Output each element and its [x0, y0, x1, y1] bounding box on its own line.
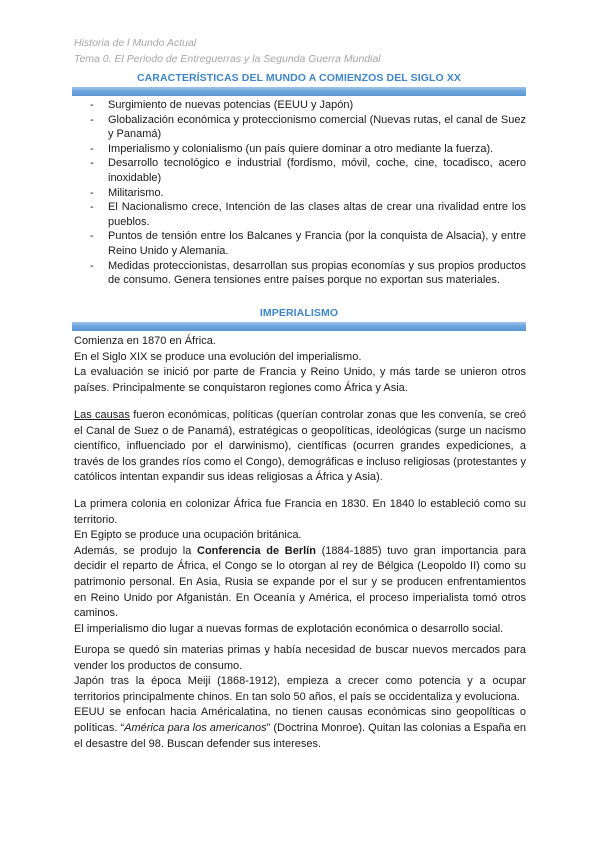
list-item: - Imperialismo y colonialismo (un país quiere dominar a otro mediante la fuerza). — [90, 142, 494, 155]
dash-bullet: - — [90, 142, 94, 155]
dash-bullet: - — [90, 113, 94, 126]
bold-term: Conferencia de Berlín — [197, 544, 316, 557]
dash-bullet: - — [90, 230, 94, 243]
section-title-imperialismo: IMPERIALISMO — [259, 307, 339, 319]
paragraph: Japón tras la época Meiji (1868-1912), empieza a crecer como potencia y a ocupar territorios principalmente chinos. En tan solo 50 años, el país se occidentaliza y evoluciona. — [74, 675, 526, 703]
paragraph: Además, se produjo la Conferencia de Berlín (1884-1885) tuvo gran importancia para decidir el reparto de África, el Congo se lo otorgan al rey de Bélgica (Leopoldo II) como su patrimonio personal. En Asia, Rusia se expande por el sur y se producen enfrentamientos en Reino Unido por Afganistán. En Oceanía y América, el proceso imperialista tomó otros caminos. — [74, 544, 526, 620]
paragraph: Las causas fueron económicas, políticas (querían controlar zonas que les convenía, se creó el Canal de Suez o de Panamá), estratégicas o geopolíticas, ideológicas (surge un nacismo científico, influenciado por el darwinismo), científicas (ocurren grandes expediciones, a través de los grandes ríos como el Congo), demográficas e incluso religiosas (protestantes y católicos intentan expandir sus ideas religiosas a África y Asia). — [74, 409, 526, 484]
paragraph: Comienza en 1870 en África. — [74, 335, 216, 347]
dash-bullet: - — [90, 201, 94, 214]
dash-bullet: - — [90, 259, 94, 272]
causes-paragraph — [74, 408, 526, 486]
paragraph: Europa se quedó sin materias primas y había necesidad de buscar nuevos mercados para vender los productos de consumo. — [74, 644, 526, 672]
dash-bullet: - — [90, 186, 94, 199]
colonies-block — [74, 497, 526, 637]
list-item: - Desarrollo tecnológico e industrial (fordismo, móvil, coche, cine, tocadisco, acero inoxidable) — [90, 157, 526, 184]
list-item: - El Nacionalismo crece, Intención de las clases altas de crear una rivalidad entre los pueblos. — [90, 201, 526, 228]
paragraph: EEUU se enfocan hacia Américalatina, no tienen causas económicas sino geopolíticas o políticas. “América para los americanos” (Doctrina Monroe). Quitan las colonias a España en el desastre del 98. Buscan defender sus intereses. — [74, 706, 527, 750]
imperialism-intro — [74, 334, 526, 396]
paragraph: El imperialismo dio lugar a nuevas formas de explotación económica o desarrollo social. — [74, 622, 504, 635]
paragraph: La evaluación se inició por parte de Francia y Reino Unido, y más tarde se unieron otros países. Principalmente se conquistaron regiones como África y Asia. — [74, 366, 526, 394]
characteristics-list — [90, 98, 526, 288]
italic-quote: América para los americanos — [124, 721, 267, 734]
list-item: - Surgimiento de nuevas potencias (EEUU y Japón) — [90, 99, 354, 111]
dash-bullet: - — [90, 99, 94, 111]
section-title-caracteristicas: CARACTERÍSTICAS DEL MUNDO A COMIENZOS DEL SIGLO XX — [136, 72, 462, 84]
paragraph: En Egipto se produce una ocupación británica. — [74, 529, 302, 542]
list-item: - Globalización económica y proteccionismo comercial (Nuevas rutas, el canal de Suez y Panamá) — [90, 113, 526, 141]
running-header-course: Historia de l Mundo Actual — [74, 37, 197, 49]
running-header-topic: Tema 0. El Periodo de Entreguerras y la Segunda Guerra Mundial — [74, 53, 381, 65]
paragraph: En el Siglo XIX se produce una evolución del imperialismo. — [74, 350, 362, 363]
section-divider-bar — [72, 87, 526, 96]
list-item: - Militarismo. — [90, 186, 164, 199]
paragraph: La primera colonia en colonizar África fue Francia en 1830. En 1840 lo estableció como su territorio. — [74, 498, 526, 526]
underlined-term: Las causas — [74, 409, 130, 421]
section-divider-bar — [72, 322, 526, 331]
list-item: - Medidas proteccionistas, desarrollan sus propias economías y sus propios productos de consumo. Genera tensiones entre países porque no exportan sus materiales. — [90, 259, 526, 287]
dash-bullet: - — [90, 157, 94, 170]
list-item: - Puntos de tensión entre los Balcanes y Francia (por la conquista de Alsacia), y entre Reino Unido y Alemania. — [90, 230, 526, 257]
regions-block — [74, 643, 526, 752]
